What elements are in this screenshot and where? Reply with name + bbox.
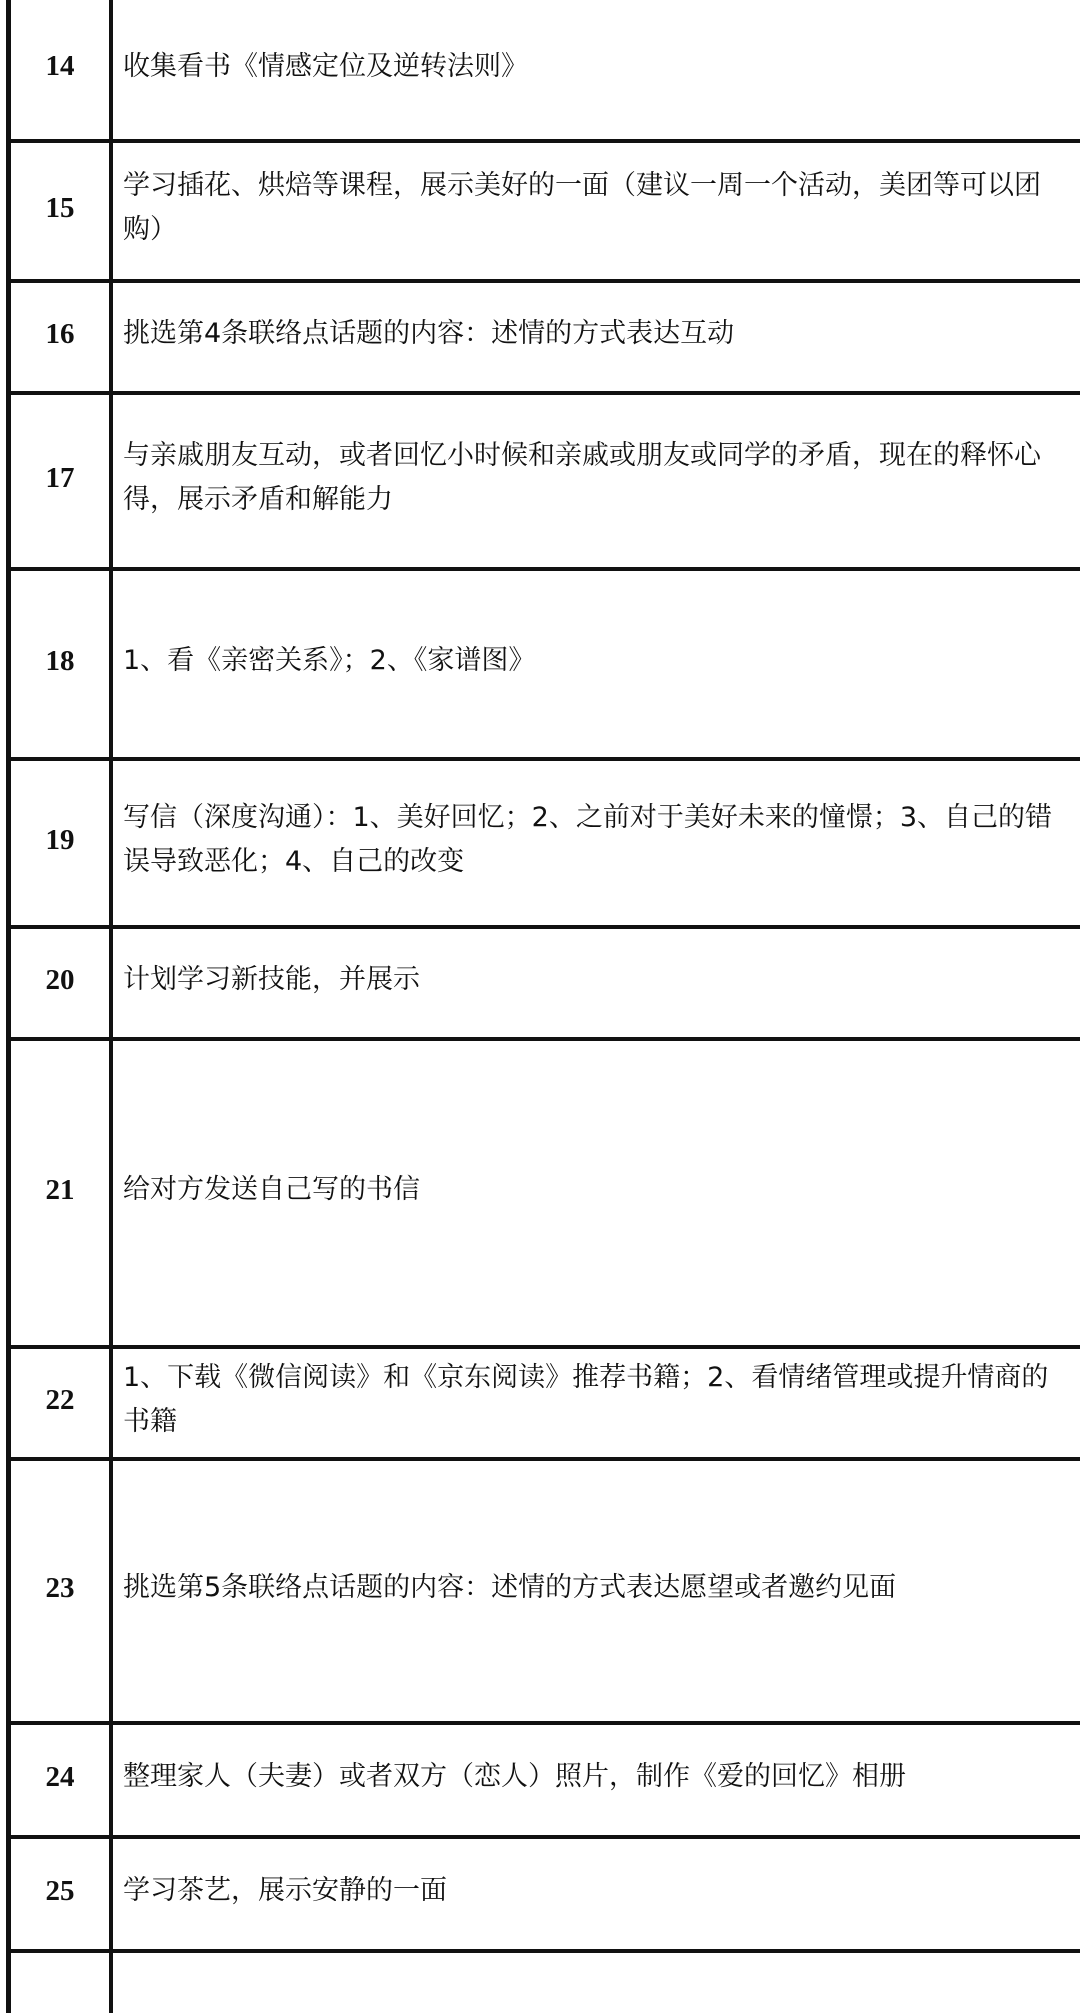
table-row <box>11 1349 1080 1461</box>
row-text: 挑选第4条联络点话题的内容：述情的方式表达互动 <box>123 318 735 349</box>
row-text: 与亲戚朋友互动，或者回忆小时候和亲戚或朋友或同学的矛盾，现在的释怀心得，展示矛盾和解能力 <box>123 440 1041 515</box>
table-row <box>11 1461 1080 1725</box>
row-text: 学习茶艺，展示安静的一面 <box>123 1875 447 1906</box>
row-number: 15 <box>11 143 113 279</box>
row-text: 计划学习新技能，并展示 <box>123 964 420 995</box>
task-table <box>6 0 1080 2013</box>
row-text: 1、下载《微信阅读》和《京东阅读》推荐书籍；2、看情绪管理或提升情商的书籍 <box>123 1362 1049 1437</box>
table-row <box>11 761 1080 929</box>
table-row <box>11 143 1080 283</box>
row-text-empty <box>113 1953 1080 2013</box>
table-row <box>11 0 1080 143</box>
row-text: 挑选第5条联络点话题的内容：述情的方式表达愿望或者邀约见面 <box>123 1572 897 1603</box>
table-row <box>11 395 1080 571</box>
row-number: 22 <box>11 1349 113 1457</box>
row-number-empty <box>11 1953 113 2013</box>
row-text: 1、看《亲密关系》；2、《家谱图》 <box>123 645 536 676</box>
row-text: 整理家人（夫妻）或者双方（恋人）照片，制作《爱的回忆》相册 <box>123 1761 906 1792</box>
row-number: 25 <box>11 1839 113 1949</box>
table-row-partial <box>11 1953 1080 2013</box>
table-row <box>11 283 1080 395</box>
row-number: 14 <box>11 0 113 139</box>
row-text: 给对方发送自己写的书信 <box>123 1174 420 1205</box>
table-row <box>11 1839 1080 1953</box>
row-number: 23 <box>11 1461 113 1721</box>
table-row <box>11 571 1080 761</box>
table-row <box>11 929 1080 1041</box>
row-number: 21 <box>11 1041 113 1345</box>
row-text: 学习插花、烘焙等课程，展示美好的一面（建议一周一个活动，美团等可以团购） <box>123 170 1041 245</box>
row-number: 16 <box>11 283 113 391</box>
table-row <box>11 1041 1080 1349</box>
row-number: 17 <box>11 395 113 567</box>
row-number: 18 <box>11 571 113 757</box>
row-text: 写信（深度沟通）：1、美好回忆；2、之前对于美好未来的憧憬；3、自己的错误导致恶化；4、自己的改变 <box>123 802 1053 877</box>
row-number: 24 <box>11 1725 113 1835</box>
row-text: 收集看书《情感定位及逆转法则》 <box>123 50 528 82</box>
row-number: 20 <box>11 929 113 1037</box>
table-row <box>11 1725 1080 1839</box>
row-number: 19 <box>11 761 113 925</box>
